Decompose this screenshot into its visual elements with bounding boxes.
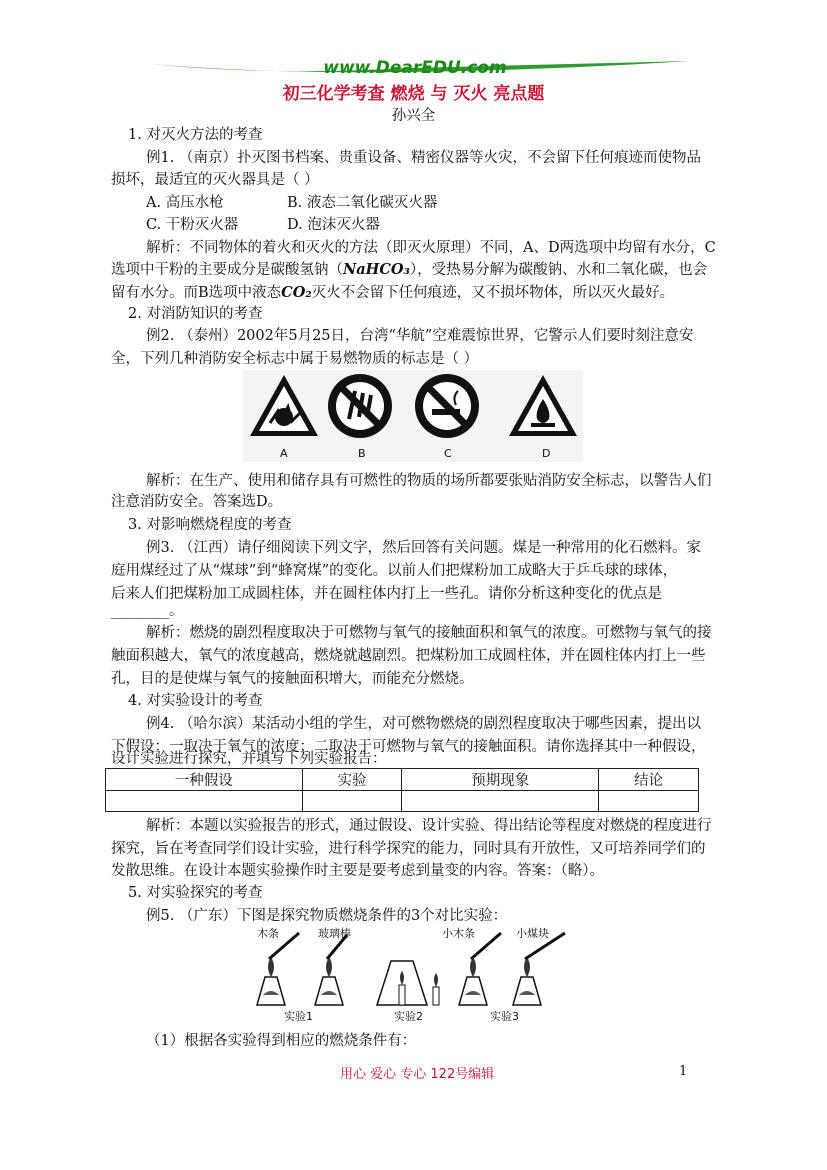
section-heading: 2. 对消防知识的考查 <box>128 306 263 322</box>
example-text: 后来人们把煤粉加工成圆柱体，并在圆柱体内打上一些孔。请你分析这种变化的优点是 <box>111 586 662 602</box>
figure-label-wood: 木条 <box>257 927 279 940</box>
option-c: C. 干粉灭火器 <box>146 217 239 233</box>
analysis-text: 留有水分。而B选项中液态 <box>111 285 282 301</box>
example-text: 例5. （广东）下图是探究物质燃烧条件的3个对比实验： <box>146 908 508 924</box>
figure-label-smallwood: 小木条 <box>442 927 475 940</box>
analysis-text: 解析：燃烧的剧烈程度取决于可燃物与氧气的接触面积和氧气的浓度。可燃物与氧气的接 <box>146 625 712 641</box>
question-text: （1）根据各实验得到相应的燃烧条件有： <box>146 1033 417 1049</box>
page-title: 初三化学考查 燃烧 与 灭火 亮点题 <box>282 84 545 104</box>
example-text: 损坏，最适宜的灭火器具是（ ） <box>111 172 319 188</box>
figure-label-coal: 小煤块 <box>516 927 549 940</box>
table-header: 实验 <box>302 769 402 791</box>
no-fireworks-sign-icon <box>325 371 395 441</box>
section-heading: 1. 对灭火方法的考查 <box>128 127 263 143</box>
example-text: 例1. （南京）扑灭图书档案、贵重设备、精密仪器等火灾，不会留下任何痕迹而使物品 <box>146 150 701 166</box>
figure-label-exp3: 实验3 <box>490 1010 519 1023</box>
site-logo: www.DearEDU.com <box>323 58 507 78</box>
table-cell[interactable] <box>402 791 599 812</box>
analysis-text: 探究，旨在考查同学们设计实验，进行科学探究的能力，同时具有开放性，又可培养同学们的 <box>111 841 706 857</box>
figure-label-glassrod: 玻璃棒 <box>318 927 351 940</box>
table-row <box>106 791 699 812</box>
example-text: 例3. （江西）请仔细阅读下列文字，然后回答有关问题。煤是一种常用的化石燃料。家 <box>146 540 701 556</box>
page-number: 1 <box>679 1064 688 1079</box>
section-heading: 3. 对影响燃烧程度的考查 <box>128 517 292 533</box>
table-header: 结论 <box>599 769 699 791</box>
analysis-text: 解析：不同物体的着火和灭火的方法（即灭火原理）不同，A、D两选项中均留有水分，C <box>146 240 716 256</box>
formula: CO₂ <box>281 284 312 301</box>
option-d: D. 泡沫灭火器 <box>287 217 380 233</box>
analysis-text: 注意消防安全。答案选D。 <box>111 494 283 510</box>
table-header-row <box>106 769 699 791</box>
table-cell[interactable] <box>302 791 402 812</box>
analysis-text: 发散思维。在设计本题实验操作时主要是要考虑到量变的内容。答案：（略）。 <box>111 863 604 879</box>
analysis-text: 触面积越大，氧气的浓度越高，燃烧就越剧烈。把煤粉加工成圆柱体，并在圆柱体内打上一些 <box>111 648 706 664</box>
analysis-text: 解析：在生产、使用和储存具有可燃性的物质的场所都要张贴消防安全标志，以警告人们 <box>146 473 712 489</box>
table-header: 预期现象 <box>402 769 599 791</box>
option-b: B. 液态二氧化碳灭火器 <box>287 195 438 211</box>
analysis-text: 孔，目的是使煤与氧气的接触面积增大，而能充分燃烧。 <box>111 671 474 687</box>
analysis-text: ），受热易分解为碳酸钠、水和二氧化碳，也会 <box>409 262 708 278</box>
section-heading: 5. 对实验探究的考查 <box>128 885 263 901</box>
example-text: 下假设：一取决于氧气的浓度；二取决于可燃物与氧气的接触面积。请你选择其中一种假设， <box>111 739 706 755</box>
explosive-sign-icon <box>248 373 320 439</box>
table-cell[interactable] <box>599 791 699 812</box>
example-text: 庭用煤经过了从“煤球”到“蜂窝煤”的变化。以前人们把煤粉加工成略大于乒乓球的球体， <box>111 563 678 579</box>
example-text: 例4. （哈尔滨）某活动小组的学生，对可燃物燃烧的剧烈程度取决于哪些因素，提出以 <box>146 716 701 732</box>
analysis-text <box>111 258 717 282</box>
footer-text: 用心 爱心 专心 122号编辑 <box>340 1067 495 1082</box>
flammable-sign-icon <box>507 373 579 439</box>
formula: NaHCO₃ <box>343 261 410 278</box>
example-text: 全，下列几种消防安全标志中属于易燃物质的标志是（ ） <box>111 351 479 367</box>
analysis-text: 解析：本题以实验报告的形式，通过假设、设计实验、得出结论等程度对燃烧的程度进行 <box>146 818 712 834</box>
analysis-text <box>111 281 717 305</box>
sign-label-d: D <box>542 447 551 460</box>
experiment-report-table <box>105 768 699 812</box>
analysis-text: 选项中干粉的主要成分是碳酸氢钠（ <box>111 262 343 278</box>
option-a: A. 高压水枪 <box>146 195 224 211</box>
answer-blank: ________。 <box>111 603 184 619</box>
figure-label-exp2: 实验2 <box>394 1010 423 1023</box>
sign-label-a: A <box>280 447 288 460</box>
sign-label-c: C <box>444 447 452 460</box>
no-smoking-sign-icon <box>412 371 482 441</box>
figure-label-exp1: 实验1 <box>284 1010 313 1023</box>
example-text: 设计实验进行探究，并填写下列实验报告： <box>111 751 387 767</box>
sign-label-b: B <box>358 447 366 460</box>
author: 孙兴全 <box>391 108 436 124</box>
table-header: 一种假设 <box>106 769 303 791</box>
section-heading: 4. 对实验设计的考查 <box>128 693 263 709</box>
table-cell[interactable] <box>106 791 303 812</box>
example-text: 例2. （泰州）2002年5月25日，台湾“华航”空难震惊世界，它警示人们要时刻注意安 <box>146 328 694 344</box>
analysis-text: 灭火不会留下任何痕迹，又不损坏物体，所以灭火最好。 <box>311 285 675 301</box>
